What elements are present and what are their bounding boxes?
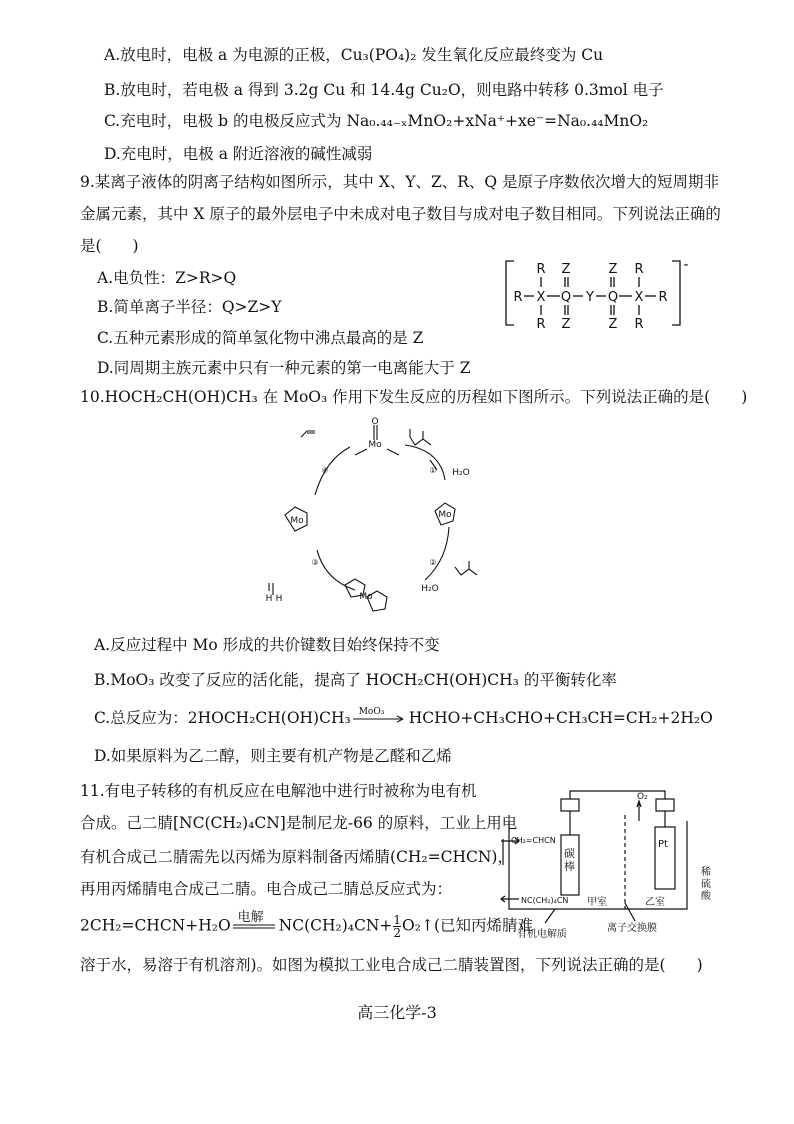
- q9-atom-y: Y: [586, 290, 594, 305]
- q9-charge: -: [683, 257, 689, 273]
- q9-atom-x1: X: [536, 290, 546, 305]
- q11-eq-fraction: [393, 914, 401, 939]
- q10-mo-right: Mo: [438, 510, 452, 520]
- q10-option-d: D.如果原料为乙二醇，则主要有机产物是乙醛和乙烯: [94, 747, 452, 765]
- q8-option-b: B.放电时，若电极 a 得到 3.2g Cu 和 14.4g Cu₂O，则电路中转移 0.3mol 电子: [104, 81, 664, 99]
- q11-eq-condition: 电解: [237, 910, 264, 925]
- q11-line2: 合成。己二腈[NC(CH₂)₄CN]是制尼龙-66 的原料，工业上用电: [80, 814, 518, 832]
- q11-eq-prefix: 2CH₂=CHCN+H₂O: [80, 916, 231, 935]
- q10-mo-top: Mo: [368, 440, 382, 450]
- q10-c-arrow: [351, 707, 409, 729]
- q8-option-c: C.充电时，电极 b 的电极反应式为 Na₀.₄₄₋ₓMnO₂+xNa⁺+xe⁻=Na₀.₄₄MnO₂: [104, 112, 649, 130]
- q10-hcho-h: H: [275, 594, 283, 604]
- q11-outlet-label: NC(CH₂)₄CN: [521, 896, 569, 905]
- q9-top-atom: R: [536, 262, 546, 277]
- q9-atom-r2: R: [658, 290, 668, 305]
- q9-bottom-atom: R: [634, 317, 644, 332]
- q10-c-suffix: HCHO+CH₃CHO+CH₃CH=CH₂+2H₂O: [408, 709, 713, 727]
- q10-step-4: ④: [321, 466, 329, 475]
- q10-c-catalyst: MoO₃: [358, 707, 385, 717]
- q9-option-d: D.同周期主族元素中只有一种元素的第一电离能大于 Z: [97, 359, 471, 377]
- q10-mo-bottom: Mo: [359, 592, 373, 602]
- q9-atom-q1: Q: [560, 290, 572, 305]
- q11-line6: 溶于水，易溶于有机溶剂)。如图为模拟工业电合成己二腈装置图，下列说法正确的是( ): [80, 956, 703, 974]
- q11-room-b: 乙室: [645, 897, 665, 908]
- q9-top-atom: R: [634, 262, 644, 277]
- q9-atom-r1: R: [513, 290, 523, 305]
- q10-h2o-1: H₂O: [452, 468, 470, 478]
- q10-stem: 10.HOCH₂CH(OH)CH₃ 在 MoO₃ 作用下发生反应的历程如下图所示。下列说法正确的是( ): [80, 388, 748, 406]
- q11-line4: 再用丙烯腈电合成己二腈。电合成己二腈总反应式为：: [80, 880, 453, 898]
- q11-line3: 有机合成己二腈需先以丙烯为原料制备丙烯腈(CH₂=CHCN)，: [80, 848, 513, 866]
- q11-equation: [80, 910, 534, 940]
- q9-anion-structure: [500, 255, 700, 335]
- q10-option-c: [94, 707, 713, 729]
- q9-atom-q2: Q: [607, 290, 619, 305]
- q10-option-b: B.MoO₃ 改变了反应的活化能，提高了 HOCH₂CH(OH)CH₃ 的平衡转化率: [94, 671, 617, 689]
- q10-c-prefix: C.总反应为：2HOCH₂CH(OH)CH₃: [94, 709, 351, 727]
- q11-acid-label: [701, 865, 712, 902]
- q11-electrolysis-device: [495, 785, 725, 955]
- q11-eq-tail: O₂↑(已知丙烯腈难: [402, 916, 534, 935]
- q11-room-a: 甲室: [587, 897, 607, 908]
- q9-option-a: A.电负性：Z>R>Q: [97, 269, 237, 287]
- q10-h2o-2: H₂O: [421, 584, 439, 594]
- q11-eq-suffix: NC(CH₂)₄CN+: [278, 916, 393, 935]
- q10-o-top: O: [371, 417, 379, 427]
- q9-stem-line1: 9.某离子液体的阴离子结构如图所示，其中 X、Y、Z、R、Q 是原子序数依次增大的短周期非: [80, 173, 720, 191]
- q10-hcho-h: H: [265, 594, 273, 604]
- q10-mechanism-cycle: [255, 415, 525, 625]
- q11-electrolyte-label: 有机电解质: [517, 929, 567, 940]
- q11-o2-label: O₂: [637, 792, 648, 802]
- q11-frac-num: 1: [393, 913, 402, 927]
- q11-line1: 11.有电子转移的有机反应在电解池中进行时被称为电有机: [80, 782, 477, 800]
- q9-bottom-atom: Z: [608, 317, 618, 332]
- q10-option-a: A.反应过程中 Mo 形成的共价键数目始终保持不变: [94, 636, 440, 654]
- page-footer: 高三化学-3: [357, 1003, 437, 1022]
- q9-top-atom: Z: [561, 262, 571, 277]
- q9-stem-line2: 金属元素，其中 X 原子的最外层电子中未成对电子数目与成对电子数目相同。下列说法正确的: [80, 205, 721, 223]
- q11-inlet-label: CH₂=CHCN: [511, 836, 556, 845]
- q10-step-3: ③: [311, 558, 319, 567]
- q11-eq-arrow: [231, 910, 279, 936]
- q10-mo-left: Mo: [290, 516, 304, 526]
- q9-bottom-atom: Z: [561, 317, 571, 332]
- q11-frac-den: 2: [393, 926, 402, 940]
- q9-bottom-atom: R: [536, 317, 546, 332]
- q9-top-atom: Z: [608, 262, 618, 277]
- q8-option-a: A.放电时，电极 a 为电源的正极，Cu₃(PO₄)₂ 发生氧化反应最终变为 Cu: [104, 46, 604, 64]
- q11-pt-label: Pt: [658, 839, 668, 850]
- q8-option-d: D.充电时，电极 a 附近溶液的碱性减弱: [104, 145, 373, 163]
- q9-stem-line3: 是( ): [80, 237, 139, 255]
- q11-membrane-label: 离子交换膜: [607, 923, 657, 934]
- q10-step-2: ②: [429, 558, 437, 567]
- q10-step-1: ①: [429, 466, 437, 475]
- q9-option-b: B.简单离子半径：Q>Z>Y: [97, 298, 282, 316]
- q9-option-c: C.五种元素形成的简单氢化物中沸点最高的是 Z: [97, 329, 424, 347]
- q9-atom-x2: X: [634, 290, 644, 305]
- svg-text:稀硫酸: 稀硫酸: [701, 867, 711, 902]
- q11-carbon-label: 碳棒: [564, 847, 575, 873]
